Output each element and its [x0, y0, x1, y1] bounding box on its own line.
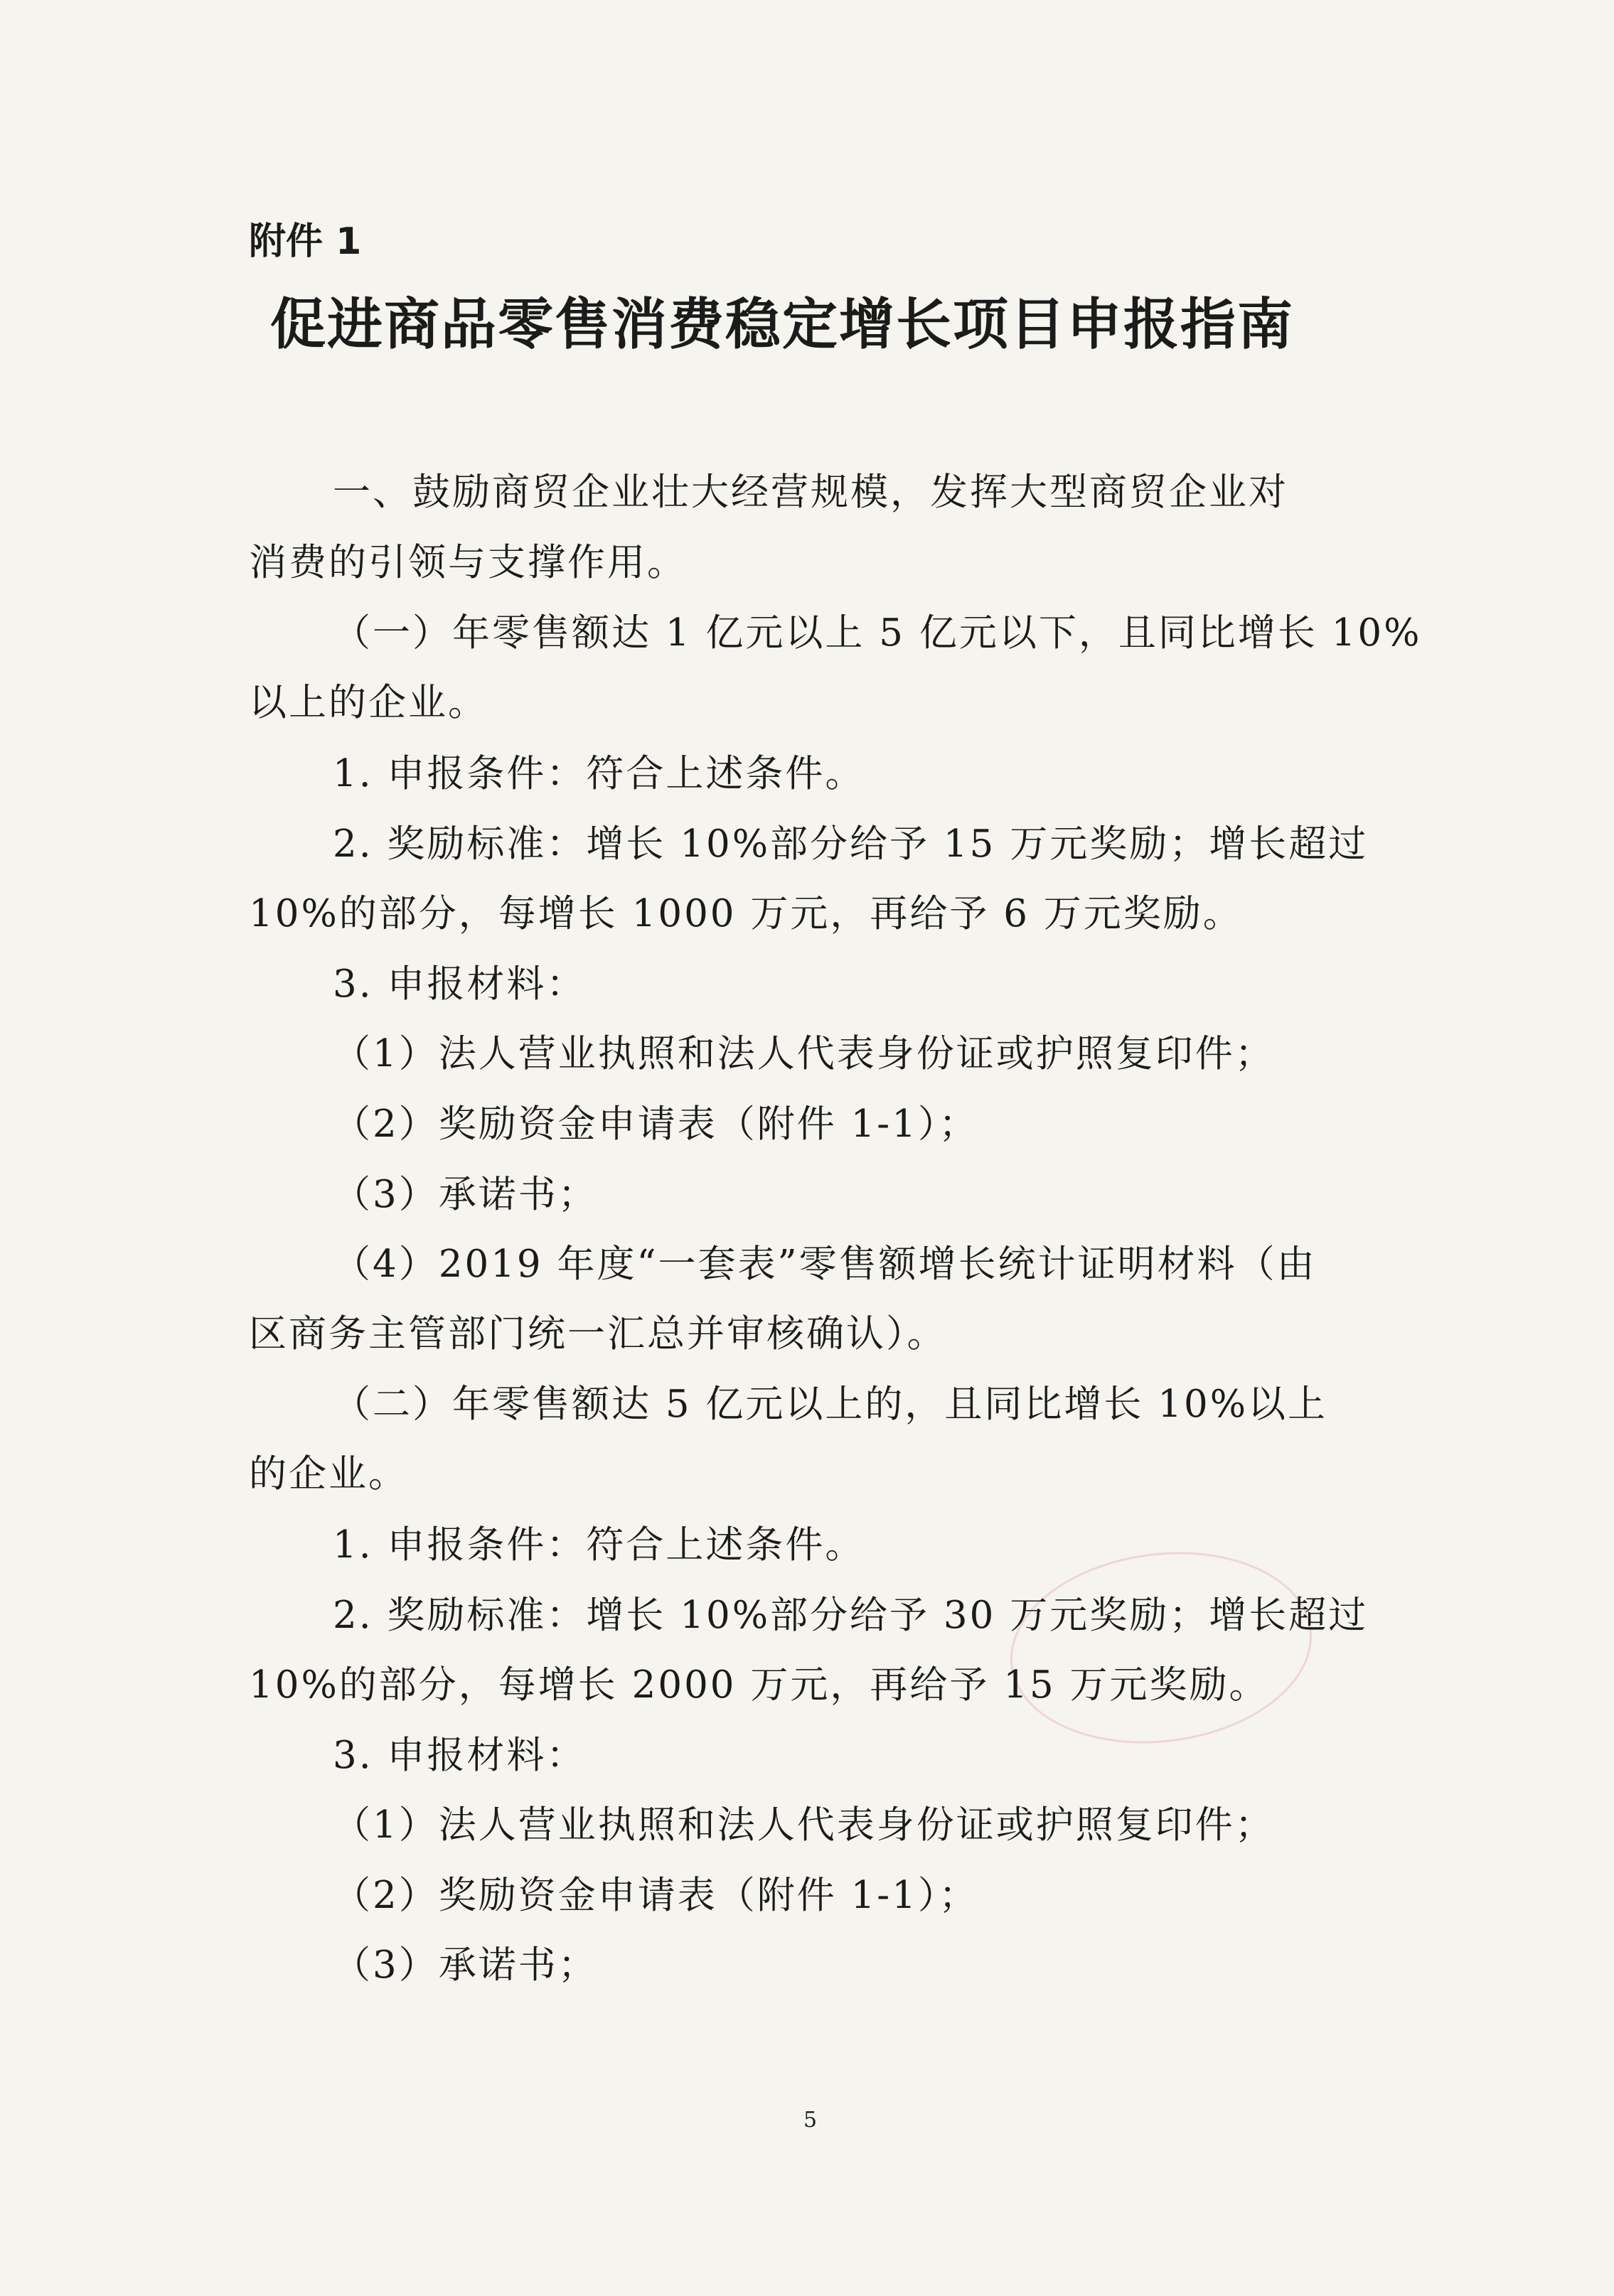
paragraph-line: （2）奖励资金申请表（附件 1-1）； [333, 1874, 979, 1917]
paragraph-line: （4）2019 年度“一套表”零售额增长统计证明材料（由 [333, 1243, 1317, 1286]
document-title: 促进商品零售消费稳定增长项目申报指南 [270, 293, 1295, 357]
paragraph-line: （一）年零售额达 1 亿元以上 5 亿元以下，且同比增长 10% [333, 611, 1422, 655]
paragraph-line: 的企业。 [249, 1452, 408, 1496]
paragraph-line: （二）年零售额达 5 亿元以上的，且同比增长 10%以上 [333, 1383, 1328, 1426]
paragraph-line: （2）奖励资金申请表（附件 1-1）； [333, 1103, 979, 1146]
paragraph-line: 以上的企业。 [249, 681, 488, 724]
paragraph-line: （3）承诺书； [333, 1943, 598, 1987]
paragraph-line: （3）承诺书； [333, 1173, 598, 1216]
paragraph-line: 10%的部分，每增长 1000 万元，再给予 6 万元奖励。 [249, 892, 1243, 935]
paragraph-line: 1. 申报条件：符合上述条件。 [333, 1523, 865, 1567]
paragraph-line: 3. 申报材料： [333, 962, 587, 1006]
paragraph-line: 区商务主管部门统一汇总并审核确认）。 [249, 1312, 947, 1356]
paragraph-line: 一、鼓励商贸企业壮大经营规模，发挥大型商贸企业对 [333, 471, 1288, 514]
paragraph-line: 10%的部分，每增长 2000 万元，再给予 15 万元奖励。 [249, 1663, 1269, 1707]
paragraph-line: （1）法人营业执照和法人代表身份证或护照复印件； [333, 1032, 1275, 1075]
page-number: 5 [803, 2108, 818, 2133]
paragraph-line: 1. 申报条件：符合上述条件。 [333, 752, 865, 795]
attachment-label: 附件 1 [249, 220, 362, 263]
paragraph-line: 2. 奖励标准：增长 10%部分给予 30 万元奖励；增长超过 [333, 1594, 1369, 1637]
paragraph-line: 2. 奖励标准：增长 10%部分给予 15 万元奖励；增长超过 [333, 822, 1369, 866]
faint-red-stamp [999, 1535, 1322, 1760]
paragraph-line: 3. 申报材料： [333, 1734, 587, 1777]
paragraph-line: 消费的引领与支撑作用。 [249, 541, 687, 584]
paragraph-line: （1）法人营业执照和法人代表身份证或护照复印件； [333, 1803, 1275, 1847]
